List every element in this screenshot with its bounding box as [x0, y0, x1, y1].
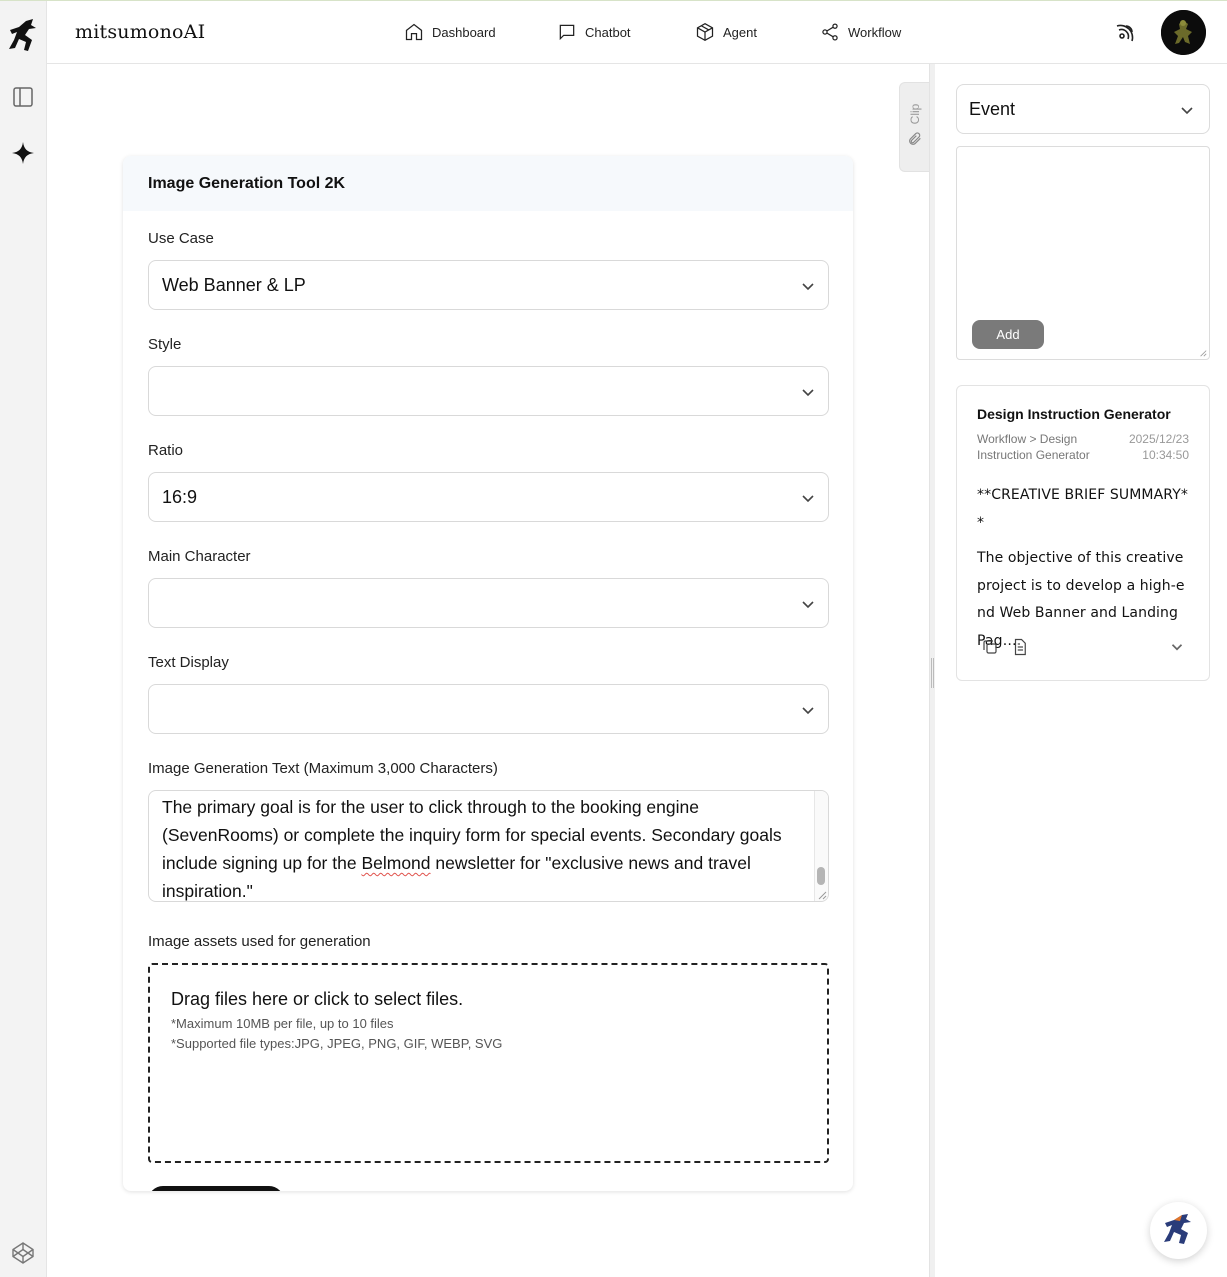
history-title: Design Instruction Generator — [977, 406, 1171, 422]
copy-icon[interactable] — [981, 638, 999, 656]
history-date: 2025/12/23 — [1128, 432, 1189, 446]
generation-text-part: newsletter for "exclusive news and travel inspiration." — [162, 853, 756, 901]
history-datetime — [1109, 431, 1189, 463]
ninja-mascot-icon — [1160, 1211, 1198, 1249]
brand-name[interactable]: mitsumonoAI — [75, 21, 206, 43]
chevron-down-icon — [800, 490, 816, 506]
home-icon — [404, 22, 424, 42]
use-case-value: Web Banner & LP — [162, 275, 306, 295]
nav-agent-label: Agent — [723, 24, 757, 40]
clip-tab[interactable] — [899, 82, 930, 172]
use-case-label: Use Case — [148, 230, 214, 247]
dropzone-types-note: *Supported file types:JPG, JPEG, PNG, GIF, WEBP, SVG — [171, 1036, 503, 1051]
style-label: Style — [148, 336, 182, 353]
nav-chatbot-label: Chatbot — [585, 24, 631, 40]
nav-chatbot[interactable] — [557, 21, 631, 43]
chevron-down-icon — [800, 702, 816, 718]
nav-dashboard[interactable] — [404, 21, 496, 43]
history-body — [977, 482, 1189, 663]
chevron-down-icon — [800, 596, 816, 612]
generation-text-value — [162, 793, 812, 902]
textarea-scrollbar[interactable] — [814, 791, 828, 902]
broadcast-signal-icon[interactable] — [1113, 21, 1137, 45]
note-textarea[interactable] — [956, 146, 1210, 360]
scrollbar-thumb[interactable] — [817, 867, 825, 885]
generate-button[interactable] — [148, 1186, 284, 1191]
resizer-handle[interactable] — [931, 658, 934, 688]
event-select-value: Event — [969, 99, 1016, 119]
resize-grip-icon[interactable] — [817, 890, 827, 900]
share-nodes-icon — [820, 22, 840, 42]
assets-label: Image assets used for generation — [148, 933, 371, 950]
main-content — [47, 64, 930, 1277]
history-body-heading: **CREATIVE BRIEF SUMMARY** — [977, 487, 1188, 531]
chevron-down-icon — [1179, 102, 1195, 118]
add-button[interactable]: Add — [972, 320, 1044, 349]
nav-workflow-label: Workflow — [848, 24, 902, 40]
image-generation-form — [123, 156, 853, 1191]
form-title: Image Generation Tool 2K — [123, 156, 853, 211]
ratio-select[interactable] — [148, 472, 829, 522]
cube-icon — [695, 22, 715, 42]
history-body-text: The objective of this creative project is to develop a high-end Web Banner and Landing Pag… — [977, 550, 1185, 649]
generation-text-input[interactable] — [148, 790, 829, 902]
sparkle-icon[interactable] — [11, 141, 35, 165]
style-select[interactable] — [148, 366, 829, 416]
history-time: 10:34:50 — [1142, 448, 1189, 462]
main-character-label: Main Character — [148, 548, 251, 565]
chat-bubble-icon — [557, 22, 577, 42]
ratio-label: Ratio — [148, 442, 184, 459]
use-case-select[interactable] — [148, 260, 829, 310]
chevron-down-icon[interactable] — [1168, 638, 1186, 656]
chevron-down-icon — [800, 278, 816, 294]
chevron-down-icon — [800, 384, 816, 400]
avatar-ninja-icon — [1161, 10, 1206, 55]
ninja-logo-icon[interactable] — [6, 18, 40, 56]
history-path: Workflow > Design Instruction Generator — [977, 432, 1090, 462]
nav-workflow[interactable] — [820, 21, 901, 43]
clip-label: Clip — [908, 103, 922, 125]
document-icon[interactable] — [1011, 638, 1029, 656]
left-rail — [0, 1, 47, 1277]
sidebar-toggle-icon[interactable] — [11, 85, 35, 109]
top-header — [47, 1, 1227, 64]
history-card[interactable] — [956, 385, 1210, 681]
paperclip-icon — [907, 131, 923, 147]
text-display-label: Text Display — [148, 654, 229, 671]
generation-text-label: Image Generation Text (Maximum 3,000 Characters) — [148, 760, 498, 777]
generation-text-part: The primary goal is for the user to click through to the booking engine (SevenRooms) or complete the inquiry form for special events. Secondary goals include signing up for the — [162, 797, 787, 873]
nav-agent[interactable] — [695, 21, 757, 43]
event-select[interactable] — [956, 84, 1210, 134]
user-avatar[interactable] — [1161, 10, 1206, 55]
assistant-fab-button[interactable] — [1150, 1202, 1207, 1259]
text-display-select[interactable] — [148, 684, 829, 734]
misspelled-word: Belmond — [361, 853, 431, 873]
main-character-select[interactable] — [148, 578, 829, 628]
file-dropzone[interactable] — [148, 963, 829, 1163]
nav-dashboard-label: Dashboard — [432, 24, 496, 40]
dropzone-title: Drag files here or click to select files. — [171, 989, 464, 1009]
dropzone-size-note: *Maximum 10MB per file, up to 10 files — [171, 1016, 394, 1031]
ratio-value: 16:9 — [162, 487, 198, 507]
codepen-icon[interactable] — [11, 1241, 35, 1265]
resize-grip-icon[interactable] — [1199, 349, 1207, 357]
right-panel — [935, 64, 1227, 1277]
